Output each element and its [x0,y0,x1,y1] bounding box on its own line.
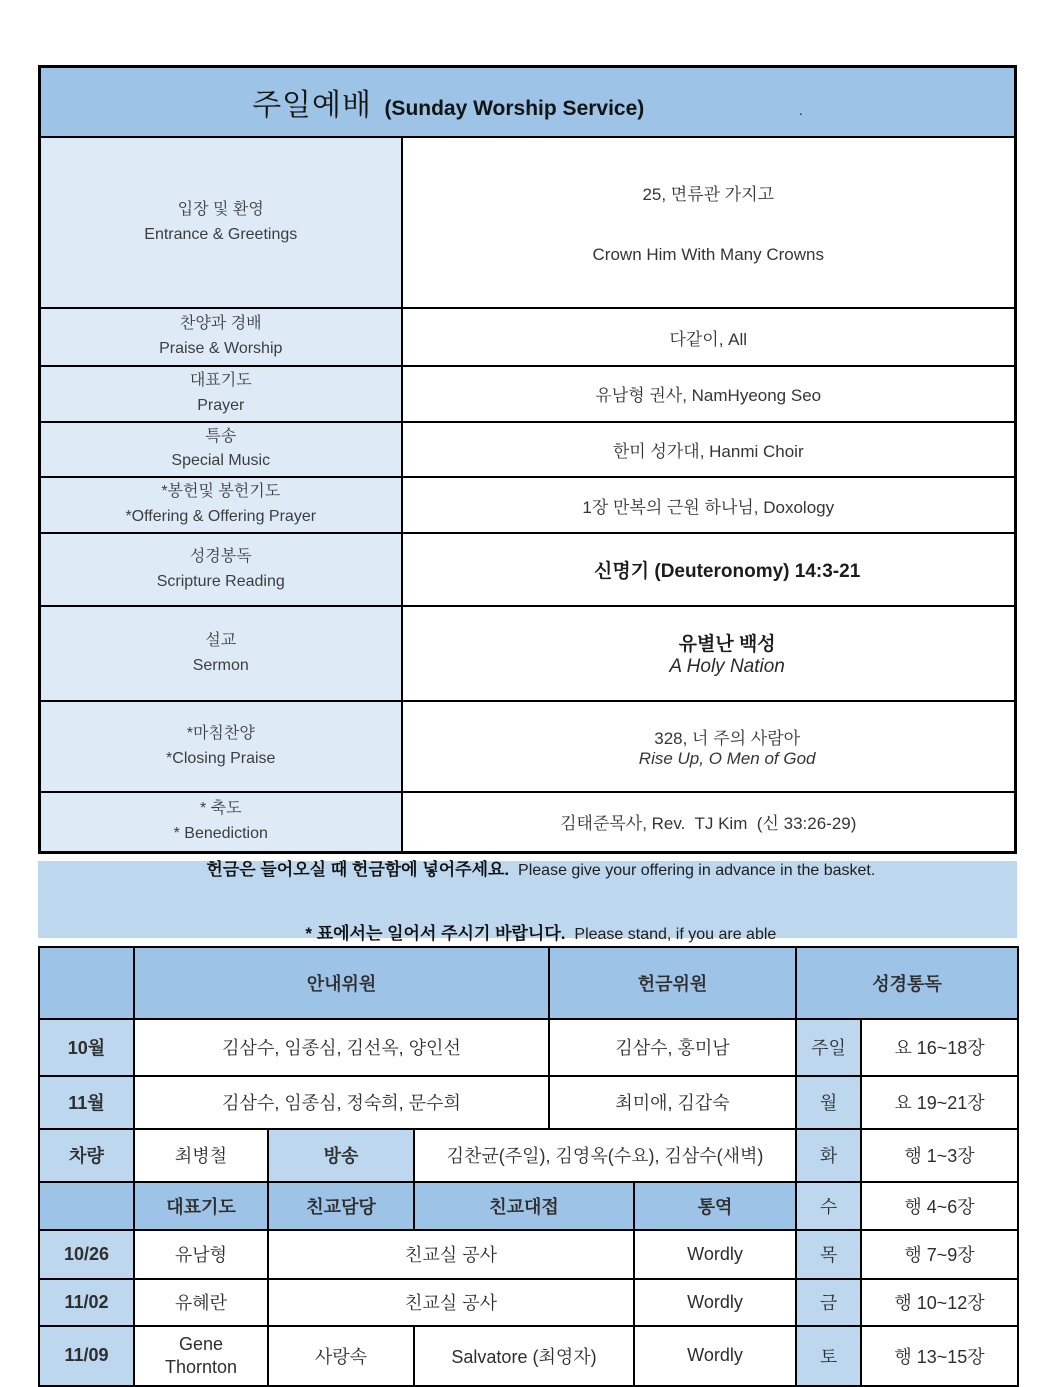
table-row [40,477,1016,533]
order-item-sermon [40,606,402,701]
order-value-prayer: 유남형 권사, NamHyeong Seo [402,366,1016,422]
notice-english: Please stand, if you are able [565,925,777,943]
item-label-en: Special Music [171,452,271,470]
table-row [39,1326,1018,1386]
reading-friday: 행 10~12장 [861,1279,1018,1326]
reading-monday: 요 19~21장 [861,1076,1018,1129]
prayer-1102: 유혜란 [134,1279,268,1326]
reading-saturday: 행 13~15장 [861,1326,1018,1386]
item-label-ko: *마침찬양 [186,724,255,742]
item-label-ko: 설교 [205,631,237,649]
item-label-en: Scripture Reading [156,572,285,590]
order-value-benediction: 김태준목사, Rev. TJ Kim (신 33:26-29) [402,792,1016,852]
fellowship-1102: 친교실 공사 [268,1279,634,1326]
table-row [40,308,1016,366]
offering-nov: 최미애, 김갑숙 [549,1076,796,1129]
worship-order-table [38,65,1017,854]
order-value-sermon [402,606,1016,701]
fellowship-1109: 사랑속 [268,1326,414,1386]
vehicle-label: 차량 [39,1129,134,1182]
broadcast-label: 방송 [268,1129,414,1182]
notice-line-offering [180,837,876,898]
notice-english: Please give your offering in advance in the basket. [509,861,876,879]
order-value-scripture [402,533,1016,606]
sermon-title-korean: 유별난 백성 [678,634,776,656]
order-item-prayer [40,366,402,422]
interpretation-1026: Wordly [634,1230,796,1279]
notice-korean: * 표에서는 일어서 주시기 바랍니다. [305,923,566,943]
order-item-entrance [40,137,402,308]
order-item-scripture [40,533,402,606]
prayer-1026: 유남형 [134,1230,268,1279]
subheader-fellowship-duty: 친교담당 [268,1182,414,1230]
item-label-ko: 성경봉독 [189,547,252,565]
table-row [40,606,1016,701]
closing-hymn-korean: 328, 너 주의 사람아 [654,729,801,749]
day-monday: 월 [796,1076,861,1129]
vehicle-driver: 최병철 [134,1129,268,1182]
prayer-name: Gene Thornton [164,1334,238,1377]
notice-korean: 헌금은 들어오실 때 헌금함에 넣어주세요. [206,859,510,879]
order-item-closing-praise [40,701,402,792]
offering-oct: 김삼수, 홍미남 [549,1019,796,1076]
day-sunday: 주일 [796,1019,861,1076]
day-thursday: 목 [796,1230,861,1279]
item-label-ko: * 축도 [199,800,242,818]
item-label-ko: *봉헌및 봉헌기도 [161,483,281,501]
date-1109: 11/09 [39,1326,134,1386]
subheader-prayer: 대표기도 [134,1182,268,1230]
table-row [39,1019,1018,1076]
table-row [39,1230,1018,1279]
header-bible-reading: 성경통독 [796,947,1018,1019]
ushers-nov: 김삼수, 임종심, 정숙희, 문수희 [134,1076,549,1129]
scripture-reference: 신명기 (Deuteronomy) 14:3-21 [594,561,861,583]
bulletin-page [38,65,1017,1387]
title-trailing-dot: . [798,102,803,119]
subheader-fellowship-serving: 친교대접 [414,1182,634,1230]
table-row [40,533,1016,606]
order-value-offering: 1장 만복의 근원 하나님, Doxology [402,477,1016,533]
order-value-closing-praise [402,701,1016,792]
prayer-1109 [134,1326,268,1386]
item-label-en: * Benediction [173,824,268,842]
roster-corner-cell [39,947,134,1019]
reading-wednesday: 행 4~6장 [861,1182,1018,1230]
item-label-ko: 대표기도 [189,372,252,389]
table-row [40,701,1016,792]
sermon-title-english: A Holy Nation [669,656,785,678]
ushers-oct: 김삼수, 임종심, 김선옥, 양인선 [134,1019,549,1076]
title-korean: 주일예배 [252,89,372,122]
broadcast-staff: 김찬균(주일), 김영옥(수요), 김삼수(새벽) [414,1129,796,1182]
table-row [40,366,1016,422]
offering-notice [38,859,1017,943]
item-label-en: *Closing Praise [166,749,276,767]
reading-sunday: 요 16~18장 [861,1019,1018,1076]
table-row [39,1076,1018,1129]
date-1026: 10/26 [39,1230,134,1279]
table-row [40,422,1016,478]
order-item-offering [40,477,402,533]
page-title [40,67,1016,138]
serving-1109: Salvatore (최영자) [414,1326,634,1386]
day-tuesday: 화 [796,1129,861,1182]
order-value-praise: 다같이, All [402,308,1016,366]
month-label-oct: 10월 [39,1019,134,1076]
item-label-en: Sermon [192,656,249,674]
interpretation-1109: Wordly [634,1326,796,1386]
month-label-nov: 11월 [39,1076,134,1129]
date-1102: 11/02 [39,1279,134,1326]
item-label-en: Entrance & Greetings [144,225,298,243]
order-item-praise [40,308,402,366]
reading-thursday: 행 7~9장 [861,1230,1018,1279]
item-label-en: *Offering & Offering Prayer [125,508,317,526]
item-label-ko: 특송 [205,427,237,445]
header-offering-committee: 헌금위원 [549,947,796,1019]
header-ushers: 안내위원 [134,947,549,1019]
day-saturday: 토 [796,1326,861,1386]
item-label-en: Praise & Worship [159,340,283,357]
order-item-special-music [40,422,402,478]
table-row [39,1129,1018,1182]
hymn-number-line: 25, 면류관 가지고 [642,185,775,204]
fellowship-1026: 친교실 공사 [268,1230,634,1279]
interpretation-1102: Wordly [634,1279,796,1326]
hymn-title-line: Crown Him With Many Crowns [592,245,824,264]
closing-hymn-english: Rise Up, O Men of God [638,749,816,769]
item-label-en: Prayer [197,396,245,414]
duty-roster-table [38,946,1019,1387]
day-friday: 금 [796,1279,861,1326]
table-row [39,1279,1018,1326]
notice-line-stand [279,901,777,962]
subheader-interpretation: 통역 [634,1182,796,1230]
table-row [39,1182,1018,1230]
order-value-special-music: 한미 성가대, Hanmi Choir [402,422,1016,478]
subheader-corner-cell [39,1182,134,1230]
day-wednesday: 수 [796,1182,861,1230]
item-label-ko: 찬양과 경배 [179,315,262,333]
order-value-entrance [402,137,1016,308]
item-label-ko: 입장 및 환영 [177,200,264,218]
table-row [40,137,1016,308]
title-english: (Sunday Worship Service) [384,97,645,120]
reading-tuesday: 행 1~3장 [861,1129,1018,1182]
